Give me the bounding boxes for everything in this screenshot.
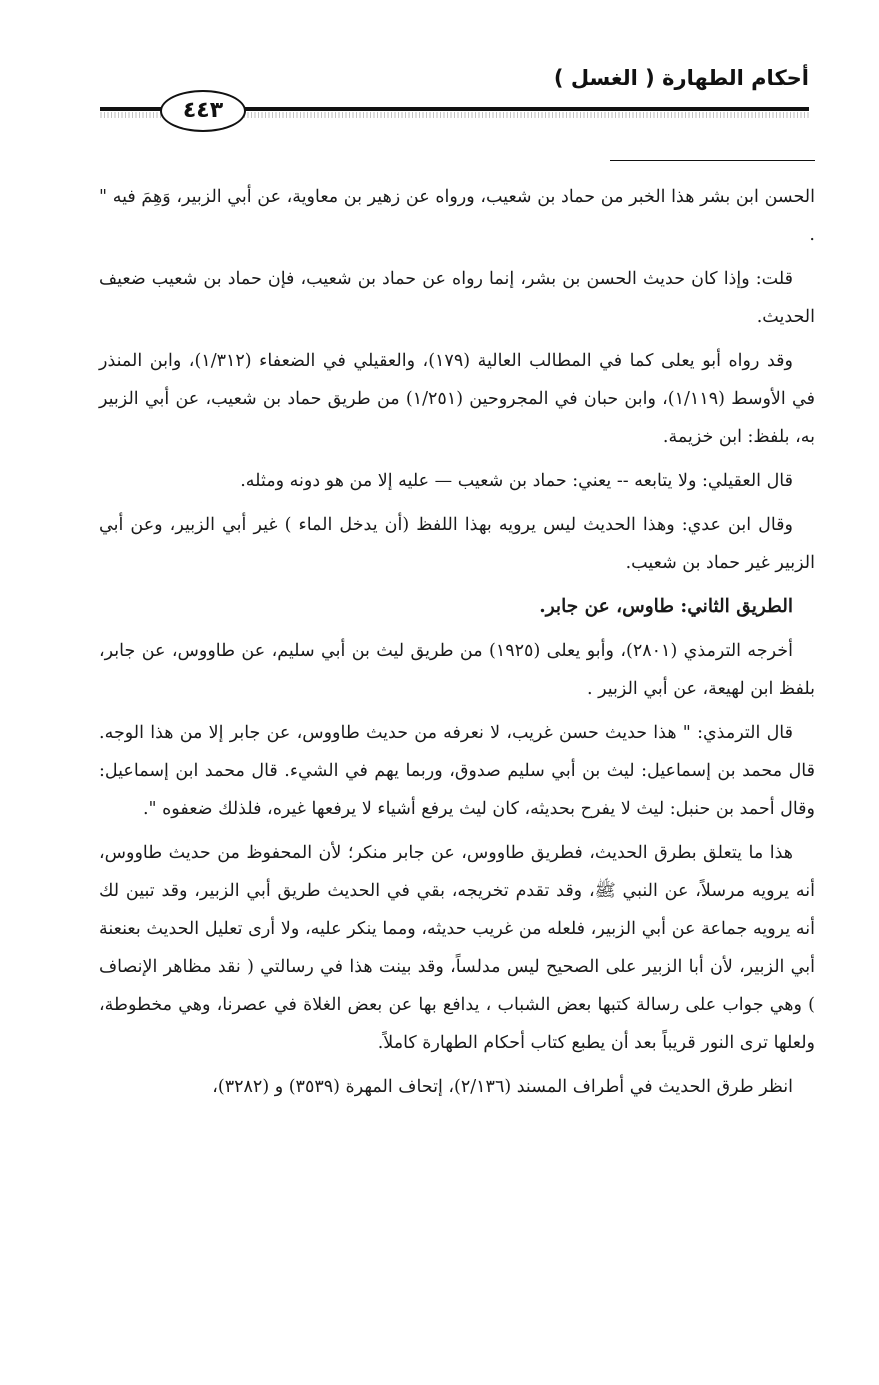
- separator-rule: [610, 160, 815, 161]
- section-heading: الطريق الثاني: طاوس، عن جابر.: [539, 596, 793, 617]
- body-text: [99, 178, 815, 1112]
- paragraph-5: وقال ابن عدي: وهذا الحديث ليس يرويه بهذا اللفظ (أن يدخل الماء ) غير أبي الزبير، وعن أبي الزبير غير حماد بن شعيب.: [99, 515, 815, 573]
- running-title: أحكام الطهارة ( الغسل ): [553, 66, 809, 90]
- paragraph-1: الحسن ابن بشر هذا الخبر من حماد بن شعيب، ورواه عن زهير بن معاوية، عن أبي الزبير، وَهِمَ فيه " .: [99, 187, 815, 245]
- paragraph-8: هذا ما يتعلق بطرق الحديث، فطريق طاووس، عن جابر منكر؛ لأن المحفوظ من حديث طاووس، أنه يرويه مرسلاً، عن النبي ﷺ، وقد تقدم تخريجه، بقي في الحديث طريق أبي الزبير، وقد تبين لك أنه يرويه جماعة عن أبي الزبير، فلعله من غريب حديثه، ومما ينكر عليه، ولا أرى تعليل الحديث بعنعنة أبي الزبير، لأن أبا الزبير على الصحيح ليس مدلساً، وقد بينت هذا في رسالتي ( نقد مظاهر الإنصاف ) وهي جواب على رسالة كتبها بعض الشباب ، يدافع بها عن بعض الغلاة في عصرنا، وهي مخطوطة، ولعلها ترى النور قريباً بعد أن يطبع كتاب أحكام الطهارة كاملاً.: [99, 843, 815, 1053]
- paragraph-7: قال الترمذي: " هذا حديث حسن غريب، لا نعرفه من حديث طاووس، عن جابر إلا من هذا الوجه. قال محمد بن إسماعيل: ليث بن أبي سليم صدوق، وربما يهم في الشيء. قال محمد ابن إسماعيل: وقال أحمد بن حنبل: ليث لا يفرح بحديثه، كان ليث يرفع أشياء لا يرفعها غيره، فلذلك ضعفوه ".: [99, 723, 815, 819]
- paragraph-9: انظر طرق الحديث في أطراف المسند (٢/١٣٦)، إتحاف المهرة (٣٥٣٩) و (٣٢٨٢)،: [212, 1077, 793, 1097]
- paragraph-6: أخرجه الترمذي (٢٨٠١)، وأبو يعلى (١٩٢٥) من طريق ليث بن أبي سليم، عن طاووس، عن جابر، بلفظ ابن لهيعة، عن أبي الزبير .: [99, 641, 815, 699]
- paragraph-3: وقد رواه أبو يعلى كما في المطالب العالية (١٧٩)، والعقيلي في الضعفاء (١/٣١٢)، وابن المنذر في الأوسط (١/١١٩)، وابن حبان في المجروحين (١/٢٥١) من طريق حماد بن شعيب، عن أبي الزبير به، بلفظ: ابن خزيمة.: [99, 351, 815, 447]
- paragraph-2: قلت: وإذا كان حديث الحسن بن بشر، إنما رواه عن حماد بن شعيب، فإن حماد بن شعيب ضعيف الحديث.: [99, 269, 815, 327]
- page-number: ٤٤٣: [160, 90, 246, 132]
- paragraph-4: قال العقيلي: ولا يتابعه -- يعني: حماد بن شعيب — عليه إلا من هو دونه ومثله.: [240, 471, 793, 491]
